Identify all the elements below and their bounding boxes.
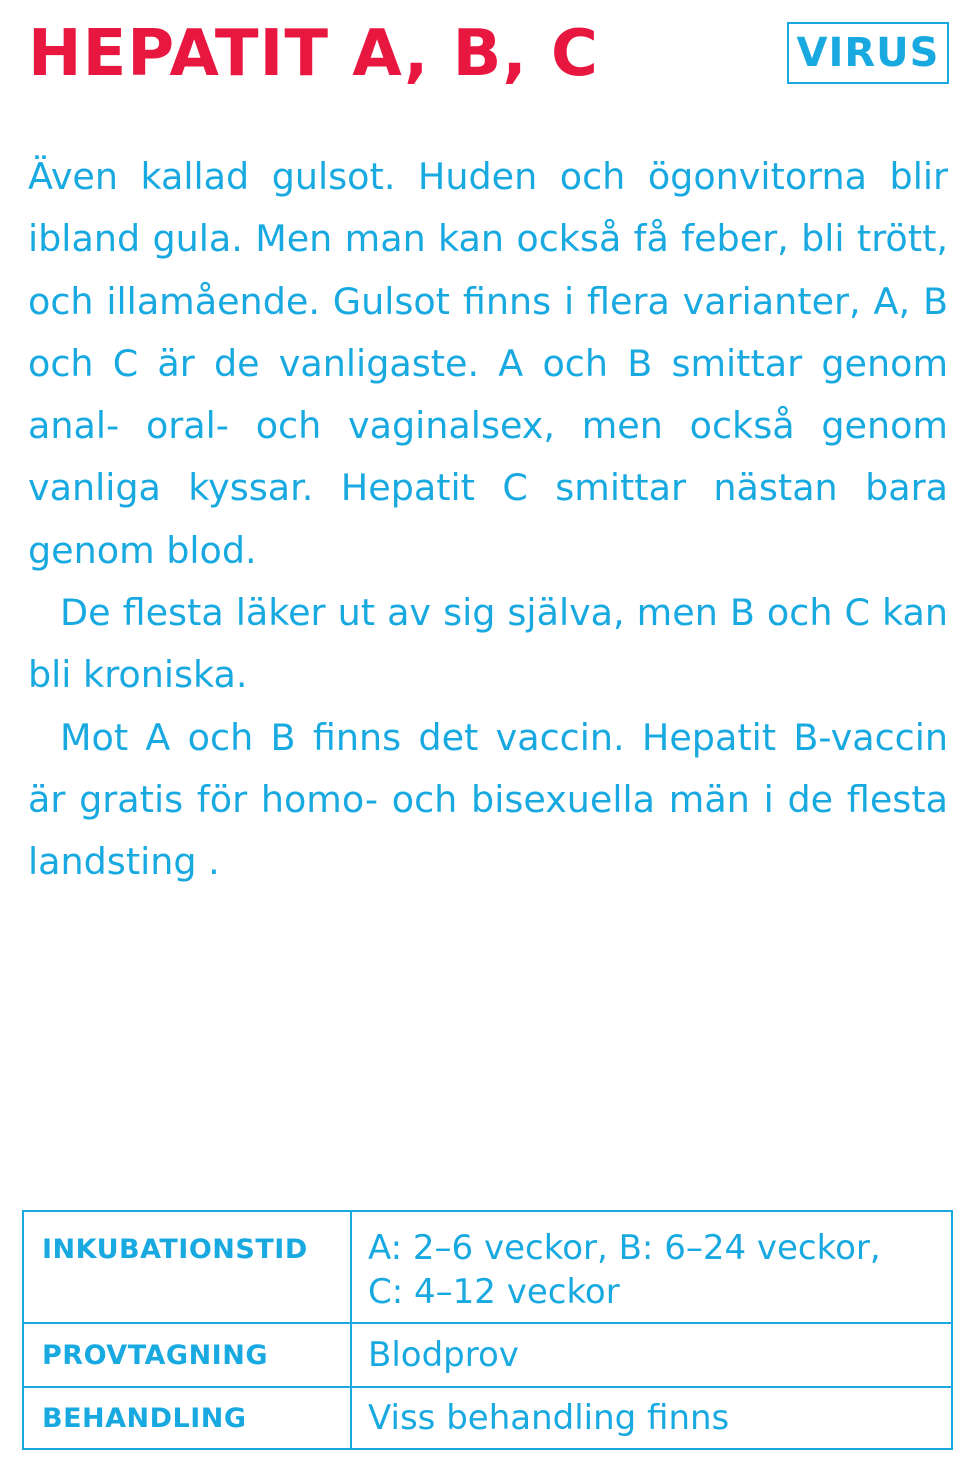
category-badge: VIRUS <box>787 22 949 84</box>
description-paragraph-2: De flesta läker ut av sig själva, men B och C kan bli kroniska. <box>28 591 948 697</box>
description <box>28 146 948 894</box>
description-paragraph-1: Även kallad gulsot. Huden och ögonvitorna blir ibland gula. Men man kan också få feber, bli trött, och illamående. Gulsot finns i flera varianter, A, B och C är de vanligaste. A och B smittar genom anal- oral- och vaginalsex, men också genom vanliga kyssar. Hepatit C smittar nästan bara genom blod. <box>28 155 948 572</box>
incubation-label: INKUBATIONSTID <box>23 1211 351 1323</box>
facts-row-treatment <box>23 1387 952 1449</box>
sampling-label: PROVTAGNING <box>23 1323 351 1387</box>
facts-table <box>22 1210 953 1450</box>
treatment-label: BEHANDLING <box>23 1387 351 1449</box>
incubation-value-line-1: A: 2–6 veckor, B: 6–24 veckor, <box>368 1228 881 1268</box>
facts-row-sampling <box>23 1323 952 1387</box>
sampling-value: Blodprov <box>351 1323 952 1387</box>
treatment-value: Viss behandling finns <box>351 1387 952 1449</box>
incubation-value-line-2: C: 4–12 veckor <box>368 1272 620 1312</box>
description-paragraph-3: Mot A och B finns det vaccin. Hepatit B-vaccin är gratis för homo- och bisexuella män i de flesta landsting . <box>28 715 948 884</box>
incubation-value <box>351 1211 952 1323</box>
facts-row-incubation <box>23 1211 952 1323</box>
page-title: HEPATIT A, B, C <box>28 17 599 91</box>
